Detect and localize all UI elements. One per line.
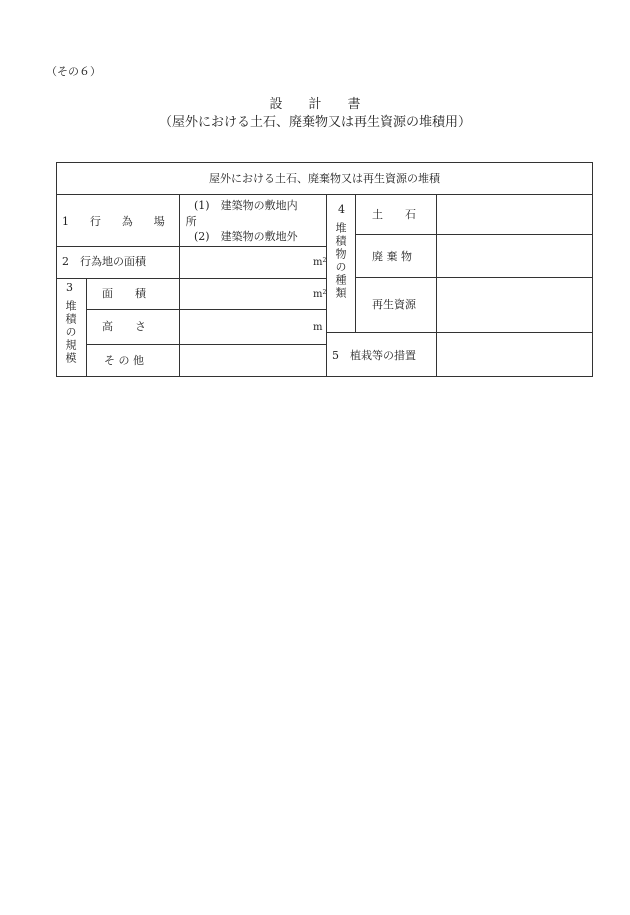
pile-type-label: 堆積物の種類	[334, 222, 347, 300]
action-area-value[interactable]	[180, 247, 326, 277]
option-on-premises: (1) 建築物の敷地内	[194, 199, 298, 212]
pile-other-value[interactable]	[180, 345, 326, 376]
planting-measures-value[interactable]	[437, 333, 592, 376]
pile-height-label: 高 さ	[102, 320, 146, 333]
type-soil-stone-label: 土 石	[372, 208, 416, 221]
action-location-label: 1 行 為 場 所	[62, 215, 202, 228]
type-recycled-label: 再生資源	[372, 298, 416, 311]
type-waste-value[interactable]	[437, 235, 592, 276]
type-waste-label: 廃 棄 物	[372, 250, 412, 263]
pile-height-unit: m	[313, 322, 323, 333]
pile-area-unit: $m^2$	[313, 289, 327, 300]
pile-type-number: 4	[338, 203, 345, 216]
pile-other-label: そ の 他	[104, 354, 144, 367]
table-heading: 屋外における土石、廃棄物又は再生資源の堆積	[209, 172, 440, 185]
document-subtitle: （屋外における土石、廃棄物又は再生資源の堆積用）	[158, 115, 471, 130]
pile-scale-label: 堆積の規模	[64, 300, 77, 365]
pile-area-value[interactable]	[180, 279, 326, 308]
planting-measures-label: 5 植栽等の措置	[332, 349, 416, 362]
pile-scale-number: 3	[66, 281, 73, 294]
sheet-number: （その６）	[46, 65, 101, 78]
pile-height-value[interactable]	[180, 310, 326, 343]
action-area-unit: $m^2$	[313, 257, 327, 268]
option-off-premises: (2) 建築物の敷地外	[194, 230, 298, 243]
document-title: 設 計 書	[269, 97, 361, 112]
action-area-label: 2 行為地の面積	[62, 255, 146, 268]
type-recycled-value[interactable]	[437, 278, 592, 331]
pile-area-label: 面 積	[102, 287, 146, 300]
type-soil-stone-value[interactable]	[437, 195, 592, 233]
